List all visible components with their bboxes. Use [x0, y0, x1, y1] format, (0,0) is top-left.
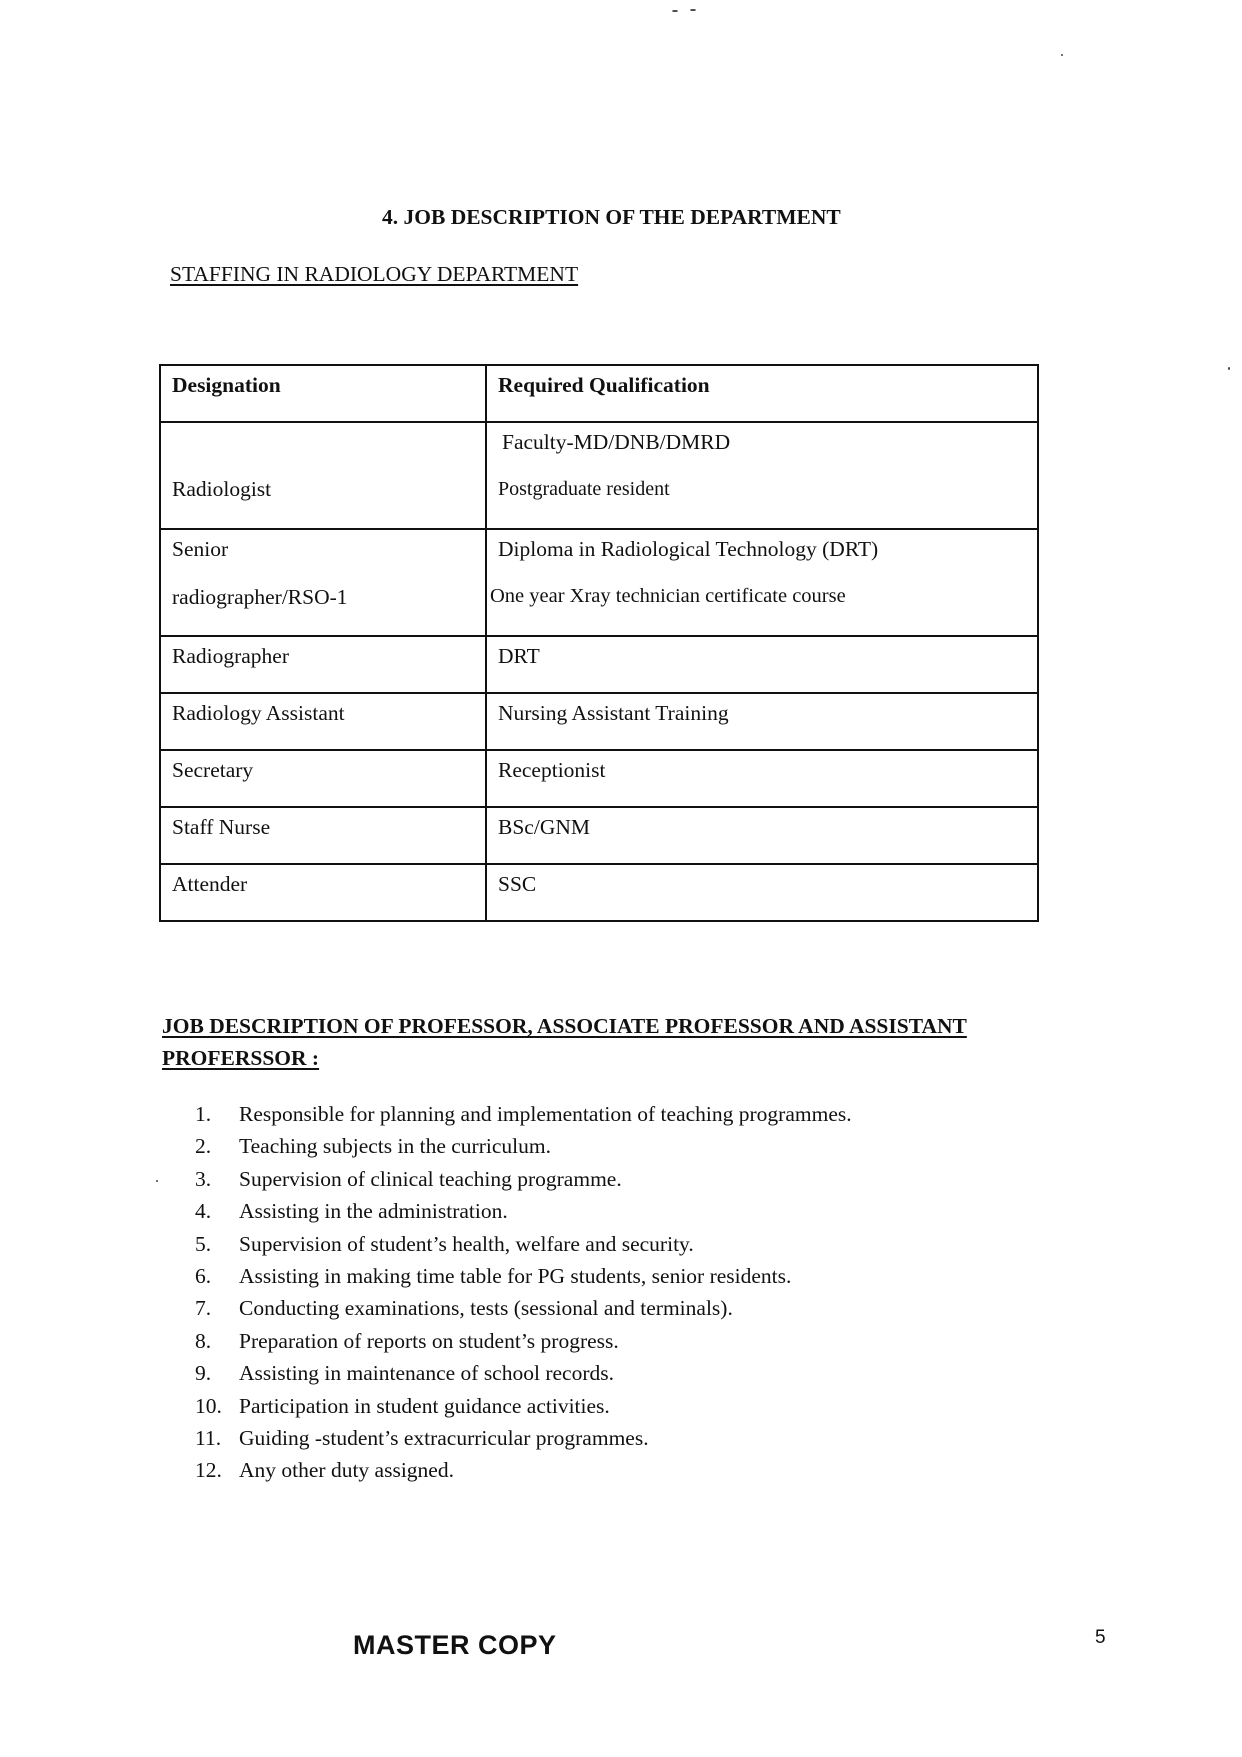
qualification-cell: SSC — [486, 864, 1038, 921]
qualification-cell: DRT — [486, 636, 1038, 693]
list-item — [195, 1098, 852, 1130]
designation-line: Senior — [172, 537, 229, 561]
list-text: Supervision of clinical teaching programme. — [239, 1166, 622, 1191]
list-number: 6. — [195, 1264, 212, 1289]
designation-cell: Attender — [160, 864, 486, 921]
list-item — [195, 1454, 852, 1486]
qualification-line: Postgraduate resident — [498, 478, 670, 500]
table-row — [160, 807, 1038, 864]
list-item — [195, 1422, 852, 1454]
qualification-cell: BSc/GNM — [486, 807, 1038, 864]
qualification-line: One year Xray technician certificate course — [490, 585, 846, 607]
qualification-line: Faculty-MD/DNB/DMRD — [502, 430, 731, 454]
section-title: 4. JOB DESCRIPTION OF THE DEPARTMENT — [382, 205, 841, 229]
list-item — [195, 1260, 852, 1292]
scan-speck — [672, 10, 678, 12]
list-number: 10. — [195, 1393, 222, 1418]
list-number: 3. — [195, 1166, 212, 1191]
list-text: Supervision of student’s health, welfare and security. — [239, 1231, 694, 1256]
duties-list — [195, 1098, 852, 1487]
scan-speck — [1061, 54, 1063, 56]
scan-speck — [1228, 367, 1230, 370]
qualification-cell: Nursing Assistant Training — [486, 693, 1038, 750]
list-text: Responsible for planning and implementation of teaching programmes. — [239, 1102, 852, 1126]
list-number: 1. — [195, 1102, 212, 1126]
list-item — [195, 1195, 852, 1227]
column-header-qualification: Required Qualification — [486, 365, 1038, 422]
table-row — [160, 422, 1038, 529]
job-description-heading: JOB DESCRIPTION OF PROFESSOR, ASSOCIATE PROFESSOR AND ASSISTANT PROFERSSOR : — [162, 1014, 967, 1070]
qualification-line: Diploma in Radiological Technology (DRT) — [498, 537, 879, 561]
list-number: 8. — [195, 1328, 212, 1353]
list-number: 11. — [195, 1426, 222, 1451]
table-row — [160, 636, 1038, 693]
list-item — [195, 1292, 852, 1324]
list-text: Assisting in making time table for PG students, senior residents. — [239, 1264, 792, 1289]
list-number: 9. — [195, 1361, 212, 1386]
list-item — [195, 1390, 852, 1422]
table-row — [160, 529, 1038, 636]
list-number: 4. — [195, 1199, 212, 1224]
page-number: 5 — [1095, 1627, 1106, 1648]
designation-line: Radiologist — [172, 477, 272, 501]
list-number: 5. — [195, 1231, 212, 1256]
designation-cell: Staff Nurse — [160, 807, 486, 864]
qualification-cell: Receptionist — [486, 750, 1038, 807]
list-item — [195, 1325, 852, 1357]
scan-speck — [690, 9, 696, 11]
list-item — [195, 1357, 852, 1389]
table-row — [160, 693, 1038, 750]
qualification-cell — [486, 529, 1038, 636]
staffing-table — [159, 364, 1039, 922]
list-text: Guiding -student’s extracurricular programmes. — [239, 1426, 649, 1451]
list-item — [195, 1228, 852, 1260]
column-header-designation: Designation — [160, 365, 486, 422]
list-number: 12. — [195, 1458, 222, 1483]
list-number: 7. — [195, 1296, 212, 1321]
list-text: Conducting examinations, tests (sessional and terminals). — [239, 1296, 733, 1321]
qualification-cell — [486, 422, 1038, 529]
designation-cell: Secretary — [160, 750, 486, 807]
list-text: Any other duty assigned. — [239, 1458, 454, 1483]
designation-cell — [160, 422, 486, 529]
list-text: Participation in student guidance activities. — [239, 1393, 610, 1418]
designation-cell — [160, 529, 486, 636]
list-text: Assisting in the administration. — [239, 1199, 508, 1224]
list-text: Teaching subjects in the curriculum. — [239, 1134, 551, 1159]
master-copy-stamp: MASTER COPY — [353, 1630, 557, 1660]
table-row — [160, 750, 1038, 807]
designation-cell: Radiographer — [160, 636, 486, 693]
list-text: Preparation of reports on student’s progress. — [239, 1328, 619, 1353]
list-item — [195, 1163, 852, 1195]
list-number: 2. — [195, 1134, 212, 1159]
table-header-row — [160, 365, 1038, 422]
designation-line: radiographer/RSO-1 — [172, 585, 348, 609]
table-row — [160, 864, 1038, 921]
list-item — [195, 1130, 852, 1162]
list-text: Assisting in maintenance of school records. — [239, 1361, 614, 1386]
designation-cell: Radiology Assistant — [160, 693, 486, 750]
staffing-heading: STAFFING IN RADIOLOGY DEPARTMENT — [170, 262, 579, 286]
scan-speck — [156, 1180, 158, 1182]
